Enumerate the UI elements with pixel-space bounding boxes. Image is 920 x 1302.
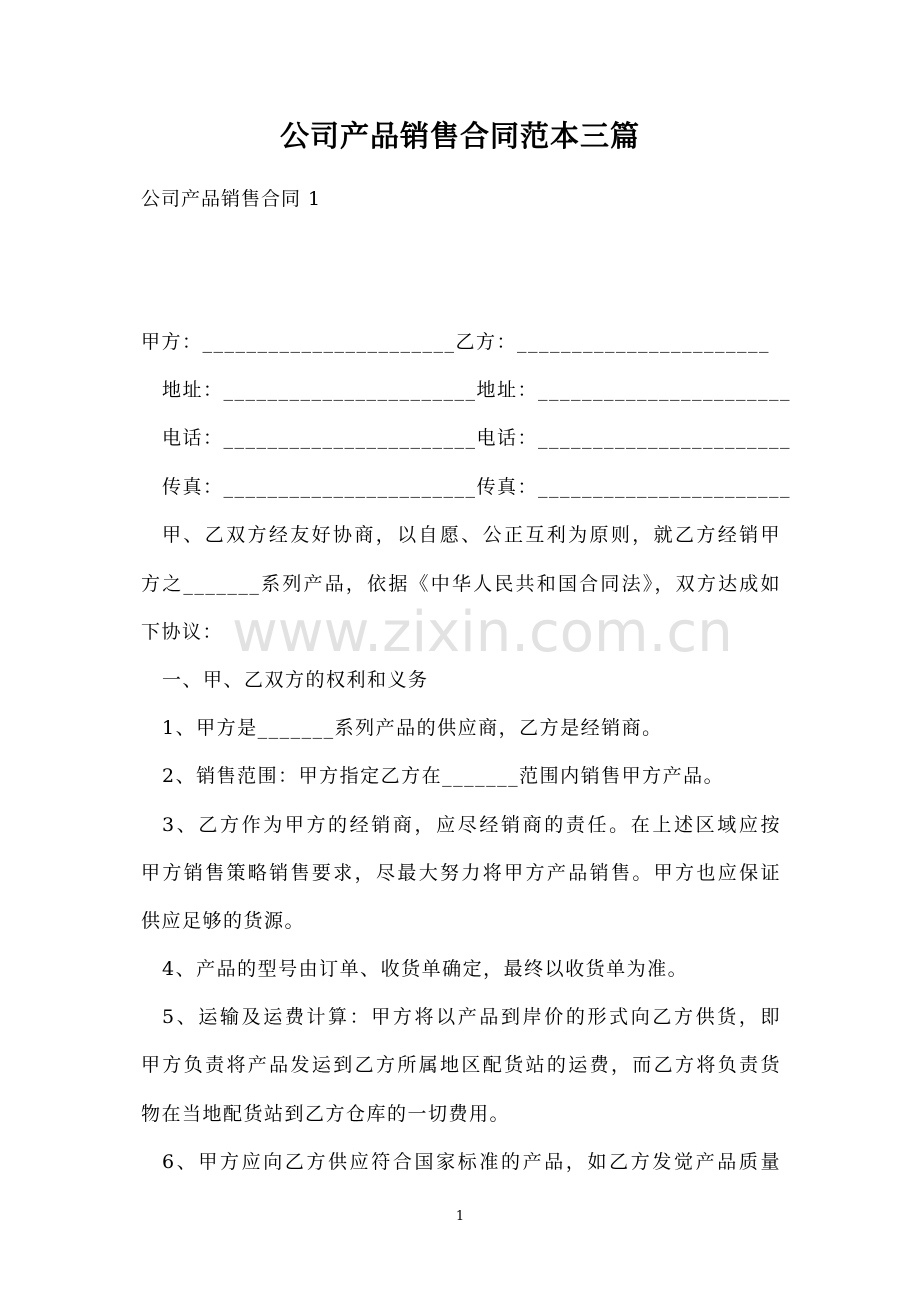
- document-title: 公司产品销售合同范本三篇: [279, 119, 640, 153]
- paragraph-line: 5、运输及运费计算：甲方将以产品到岸价的形式向乙方供货，即: [162, 1006, 781, 1028]
- paragraph-line: 供应足够的货源。: [141, 910, 306, 932]
- paragraph-line: 物在当地配货站到乙方仓库的一切费用。: [141, 1103, 511, 1125]
- section-heading: 一、甲、乙双方的权利和义务: [162, 669, 429, 691]
- paragraph-line: 方之_______系列产品，依据《中华人民共和国合同法》，双方达成如: [141, 573, 781, 595]
- paragraph-line: 下协议：: [141, 621, 224, 643]
- paragraph-line: 甲方负责将产品发运到乙方所属地区配货站的运费，而乙方将负责货: [141, 1054, 781, 1076]
- watermark: www.zixin.com.cn: [232, 600, 733, 665]
- paragraph-line: 2、销售范围：甲方指定乙方在_______范围内销售甲方产品。: [162, 765, 725, 787]
- paragraph-line: 4、产品的型号由订单、收货单确定，最终以收货单为准。: [162, 958, 689, 980]
- paragraph-line: 甲、乙双方经友好协商，以自愿、公正互利为原则，就乙方经销甲: [162, 524, 781, 546]
- paragraph-line: 6、甲方应向乙方供应符合国家标准的产品，如乙方发觉产品质量: [162, 1151, 781, 1173]
- page-number: 1: [455, 1209, 465, 1224]
- party-line-fax: 传真：_______________________传真：_______________________: [162, 476, 792, 498]
- paragraph-line: 3、乙方作为甲方的经销商，应尽经销商的责任。在上述区域应按: [162, 814, 781, 836]
- party-line-phone: 电话：_______________________电话：_______________________: [162, 427, 792, 449]
- paragraph-line: 甲方销售策略销售要求，尽最大努力将甲方产品销售。甲方也应保证: [141, 862, 781, 884]
- paragraph-line: 1、甲方是_______系列产品的供应商，乙方是经销商。: [162, 717, 663, 739]
- document-subtitle: 公司产品销售合同 1: [141, 188, 322, 210]
- party-line-address: 地址：_______________________地址：_______________________: [162, 379, 792, 401]
- party-line-names: 甲方：_______________________乙方：_______________________: [141, 331, 771, 353]
